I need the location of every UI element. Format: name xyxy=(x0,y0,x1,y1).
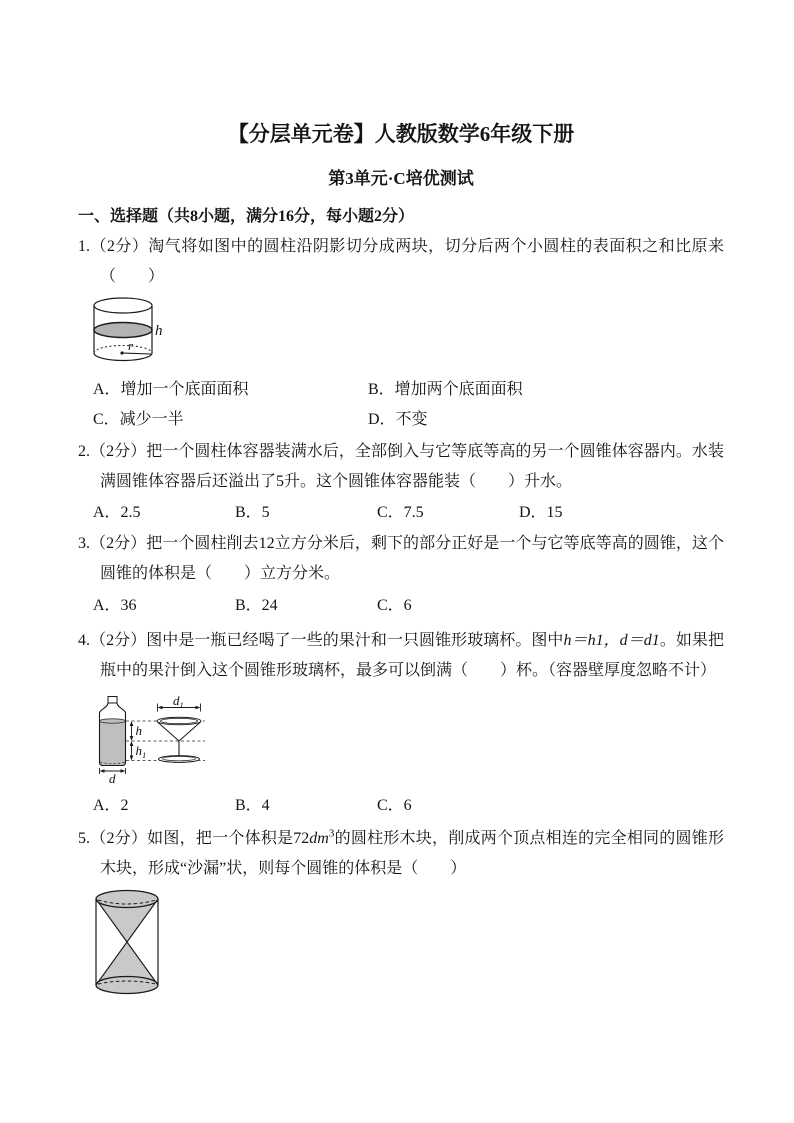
question-1-number: 1. xyxy=(78,238,90,255)
question-1-figure xyxy=(93,296,724,370)
h1-label xyxy=(136,743,147,760)
top-cone-base-ellipse xyxy=(96,891,158,908)
height-label: h xyxy=(155,323,163,339)
h-arrowhead-bottom xyxy=(130,736,134,741)
bottle-and-cone-glass-figure xyxy=(95,695,210,785)
d-arrowhead-right xyxy=(121,769,126,773)
question-2-option-a: A．2.5 xyxy=(93,504,141,521)
h1-label-sub: 1 xyxy=(142,750,147,760)
d1-arrowhead-left xyxy=(158,706,163,710)
question-1-options-row-2 xyxy=(93,405,724,435)
cylinder-shaded-section-figure xyxy=(93,296,173,370)
question-5-text-before-math: （2分）如图，把一个体积是72 xyxy=(90,830,310,847)
page-content xyxy=(0,118,794,996)
question-4-option-c: C．6 xyxy=(377,797,412,814)
d1-label-sub: 1 xyxy=(179,700,184,710)
question-1-option-a: A．增加一个底面面积 xyxy=(93,381,249,398)
question-5-unit: dm xyxy=(309,830,329,847)
h1-arrowhead-top xyxy=(130,741,134,746)
d1-label xyxy=(173,695,184,710)
radius-label: r xyxy=(128,338,134,353)
question-4-option-b: B．4 xyxy=(235,797,270,814)
radius-line xyxy=(122,353,151,354)
question-2-option-c: C．7.5 xyxy=(377,504,424,521)
d1-label-base: d xyxy=(173,695,180,708)
question-5-exponent: 3 xyxy=(328,827,335,840)
h-arrowhead-top xyxy=(130,721,134,726)
question-4-text-before-math: （2分）图中是一瓶已经喝了一些的果汁和一只圆锥形玻璃杯。图中 xyxy=(90,632,564,649)
section-heading: 一、选择题（共8小题，满分16分，每小题2分） xyxy=(78,208,415,225)
question-1-text: （2分）淘气将如图中的圆柱沿阴影切分成两块，切分后两个小圆柱的表面积之和比原来（ ） xyxy=(90,238,724,285)
cylinder-shaded-cross-section xyxy=(94,323,152,338)
question-4-number: 4. xyxy=(78,632,90,649)
bottle-diameter-label: d xyxy=(109,771,116,785)
bottle-cap xyxy=(108,697,117,704)
question-1-option-b: B．增加两个底面面积 xyxy=(368,381,523,398)
question-4-text-after-math: 。如果把瓶中的果汁倒入这个圆锥形玻璃杯，最多可以倒满（ ）杯。（容器壁厚度忽略不计） xyxy=(100,632,724,679)
bottom-cone-base-ellipse xyxy=(96,977,158,994)
question-1-option-d: D．不变 xyxy=(368,411,428,428)
h1-label-base: h xyxy=(135,743,142,758)
question-3-option-c: C．6 xyxy=(377,597,412,614)
liquid-top-ellipse xyxy=(100,719,126,723)
question-4-option-a: A．2 xyxy=(93,797,129,814)
question-2-option-d: D．15 xyxy=(519,504,563,521)
d1-arrowhead-right xyxy=(196,706,201,710)
question-4-figure xyxy=(95,695,724,785)
cylinder-top-ellipse xyxy=(94,298,152,313)
question-3-number: 3. xyxy=(78,535,90,552)
question-3 xyxy=(78,529,724,589)
question-5-figure xyxy=(94,888,724,996)
question-2-number: 2. xyxy=(78,443,90,460)
question-4-options xyxy=(93,791,724,821)
question-3-options xyxy=(93,591,724,621)
question-4 xyxy=(78,626,724,686)
h1-arrowhead-bottom xyxy=(130,756,134,761)
question-2 xyxy=(78,437,724,497)
question-5 xyxy=(78,824,724,884)
question-2-options xyxy=(93,498,724,528)
question-1-option-c: C．减少一半 xyxy=(93,411,184,428)
question-5-text-after-math: 的圆柱形木块，削成两个顶点相连的完全相同的圆锥形木块，形成“沙漏”状，则每个圆锥的体积是（ ） xyxy=(100,830,724,877)
question-3-text: （2分）把一个圆柱削去12立方分米后，剩下的部分正好是一个与它等底等高的圆锥，这个圆锥的体积是（ ）立方分米。 xyxy=(90,535,724,582)
question-1-options xyxy=(93,375,724,435)
bottle-liquid-fill xyxy=(100,721,126,766)
question-4-math: h＝h1，d＝d1 xyxy=(563,632,660,649)
question-3-option-b: B．24 xyxy=(235,597,278,614)
doc-subtitle: 第3单元·C培优测试 xyxy=(328,169,474,188)
question-1 xyxy=(78,232,724,292)
question-2-option-b: B．5 xyxy=(235,504,270,521)
question-3-option-a: A．36 xyxy=(93,597,137,614)
question-2-text: （2分）把一个圆柱体容器装满水后，全部倒入与它等底等高的另一个圆锥体容器内。水装满圆锥体容器后还溢出了5升。这个圆锥体容器能装（ ）升水。 xyxy=(90,443,724,490)
doc-title: 【分层单元卷】人教版数学6年级下册 xyxy=(227,122,575,146)
question-5-number: 5. xyxy=(78,830,90,847)
hourglass-in-cylinder-figure xyxy=(94,888,162,996)
d-arrowhead-left xyxy=(100,769,105,773)
question-1-options-row-1 xyxy=(93,375,724,405)
h-label: h xyxy=(135,723,142,738)
